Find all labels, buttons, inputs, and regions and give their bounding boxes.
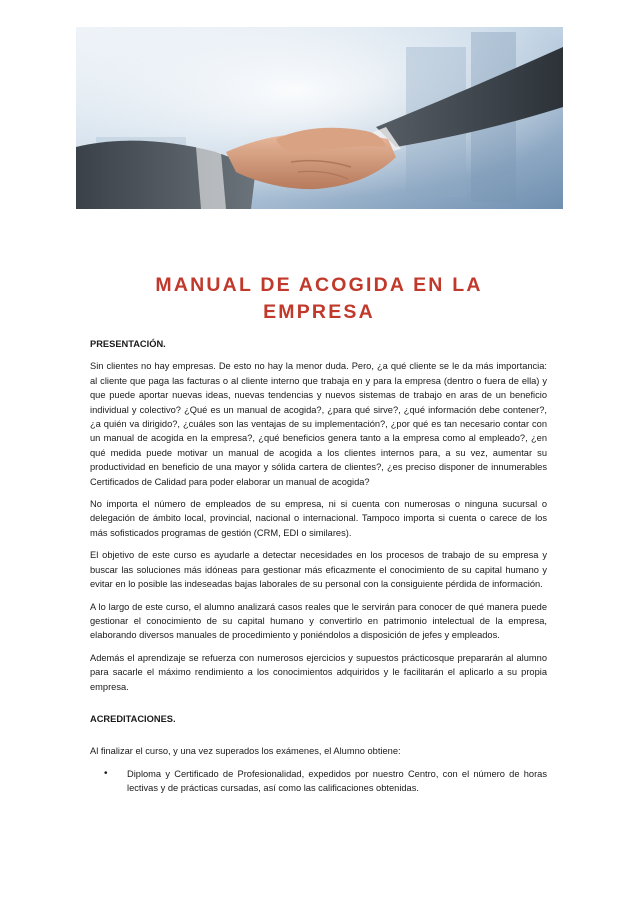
paragraph: Sin clientes no hay empresas. De esto no hay la menor duda. Pero, ¿a qué cliente se le da más importancia: al cliente que paga las facturas o al cliente interno que trabaja en y para la empresa (dentro o fuera de ella) y que puede aportar nuevas ideas, nuevas tendencias y nuevos sistemas de trabajo en aras de un beneficio individual y colectivo? ¿Qué es un manual de acogida?, ¿para qué sirve?, ¿qué información debe contener?, ¿a quién va dirigido?, ¿cuáles son las ventajas de su implementación?, ¿por qué es tan necesario contar con un manual de acogida en la empresa?, ¿qué beneficios genera tanto a la empresa como al empleado?, ¿en qué medida puede motivar un manual de acogida a los clientes internos para, a su vez, aumentar su productividad en beneficio de una mayor y sólida cartera de clientes?, ¿es preciso disponer de innumerables Certificados de Calidad para poder elaborar un manual de acogida? <box>90 361 547 487</box>
list-item: • Diploma y Certificado de Profesionalidad, expedidos por nuestro Centro, con el número de horas lectivas y de prácticas cursadas, así como las calificaciones obtenidas. <box>127 767 547 796</box>
section-heading-acreditaciones: ACREDITACIONES. <box>90 713 176 724</box>
hero-image <box>76 27 563 209</box>
handshake-photo <box>76 27 563 209</box>
acreditaciones-intro: Al finalizar el curso, y una vez superados los exámenes, el Alumno obtiene: <box>90 746 401 757</box>
title-line-2: EMPRESA <box>263 301 375 323</box>
section-heading-presentacion: PRESENTACIÓN. <box>90 339 166 349</box>
document-body <box>90 337 547 796</box>
acreditaciones-list <box>90 767 547 796</box>
paragraph: Además el aprendizaje se refuerza con numerosos ejercicios y supuestos prácticosque prepararán al alumno para sacarle el máximo rendimiento a los conocimientos adquiridos y le facilitarán el aplicarlo a su propia empresa. <box>90 652 547 692</box>
paragraph: A lo largo de este curso, el alumno analizará casos reales que le servirán para conocer de qué manera puede gestionar el conocimiento de su capital humano y convertirlo en patrimonio intelectual de la empresa, elaborando diversos manuales de procedimiento y poniéndolos a disposición de jefes y empleados. <box>90 601 547 641</box>
document-title <box>90 272 548 326</box>
paragraph: El objetivo de este curso es ayudarle a detectar necesidades en los procesos de trabajo de su empresa y buscar las soluciones más idóneas para gestionar más eficazmente el conocimiento de su capital humano y evitar en lo posible las indeseadas bajas laborales de su personal con la consiguiente pérdida de información. <box>90 550 547 590</box>
title-line-1: MANUAL DE ACOGIDA EN LA <box>155 274 483 296</box>
paragraph: No importa el número de empleados de su empresa, ni si cuenta con numerosas o ninguna sucursal o delegación de ámbito local, provincial, nacional o internacional. Tampoco importa si cuenta o carece de los más sofisticados programas de gestión (CRM, EDI o similares). <box>90 499 547 538</box>
